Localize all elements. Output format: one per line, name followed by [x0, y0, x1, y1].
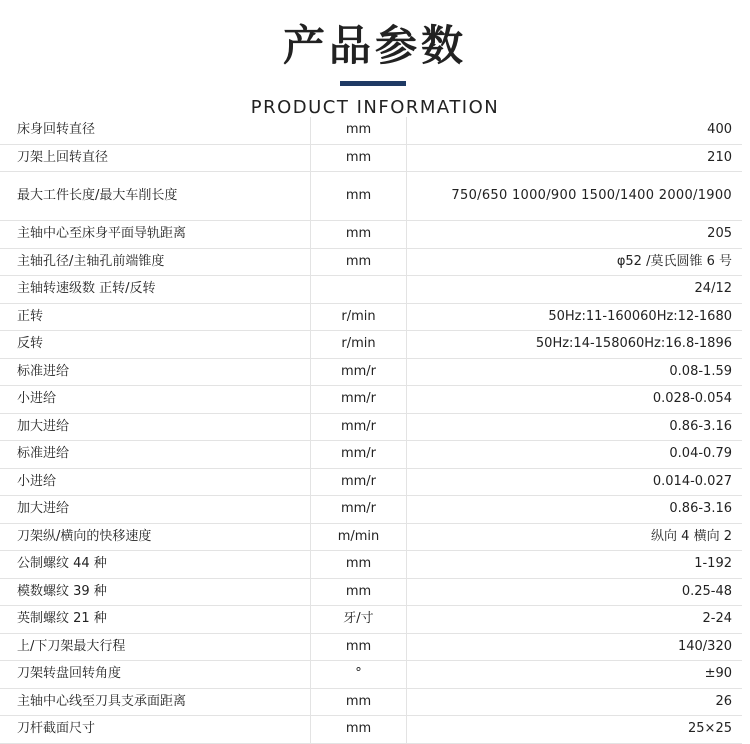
param-name: 最大工件长度/最大车削长度 [0, 172, 311, 221]
table-row [0, 688, 742, 716]
param-unit [311, 276, 407, 304]
param-value: 50Hz:11-160060Hz:12-1680 [407, 303, 743, 331]
param-unit: mm/r [311, 496, 407, 524]
param-name: 正转 [0, 303, 311, 331]
spec-table [0, 117, 742, 744]
param-value: 400 [407, 117, 743, 144]
param-name: 主轴转速级数 正转/反转 [0, 276, 311, 304]
table-row [0, 606, 742, 634]
table-row [0, 221, 742, 249]
table-row [0, 661, 742, 689]
param-value: 24/12 [407, 276, 743, 304]
title-underline [340, 81, 406, 86]
table-row [0, 303, 742, 331]
param-name: 标准进给 [0, 441, 311, 469]
param-unit: mm [311, 117, 407, 144]
param-value: 0.04-0.79 [407, 441, 743, 469]
table-row [0, 331, 742, 359]
param-value: 0.86-3.16 [407, 496, 743, 524]
param-value: 210 [407, 144, 743, 172]
param-unit: mm [311, 551, 407, 579]
param-name: 刀架纵/横向的快移速度 [0, 523, 311, 551]
param-unit: mm [311, 633, 407, 661]
param-unit: r/min [311, 303, 407, 331]
param-name: 主轴孔径/主轴孔前端锥度 [0, 248, 311, 276]
table-row [0, 413, 742, 441]
param-value: 750/650 1000/900 1500/1400 2000/1900 [407, 172, 743, 221]
param-unit: mm [311, 688, 407, 716]
param-unit: m/min [311, 523, 407, 551]
table-row [0, 117, 742, 144]
table-row [0, 441, 742, 469]
table-row [0, 496, 742, 524]
param-name: 加大进给 [0, 413, 311, 441]
param-value: ±90 [407, 661, 743, 689]
param-name: 反转 [0, 331, 311, 359]
param-unit: r/min [311, 331, 407, 359]
param-unit: mm/r [311, 413, 407, 441]
param-name: 主轴中心线至刀具支承面距离 [0, 688, 311, 716]
param-value: 25×25 [407, 716, 743, 744]
param-unit: mm [311, 144, 407, 172]
param-unit: ° [311, 661, 407, 689]
table-row [0, 578, 742, 606]
param-name: 主轴中心至床身平面导轨距离 [0, 221, 311, 249]
param-value: 0.25-48 [407, 578, 743, 606]
table-row [0, 716, 742, 744]
param-unit: mm/r [311, 358, 407, 386]
param-name: 小进给 [0, 386, 311, 414]
param-name: 上/下刀架最大行程 [0, 633, 311, 661]
param-value: 0.028-0.054 [407, 386, 743, 414]
param-name: 刀杆截面尺寸 [0, 716, 311, 744]
page-subtitle: PRODUCT INFORMATION [250, 97, 500, 118]
param-value: φ52 /莫氏圆锥 6 号 [407, 248, 743, 276]
param-unit: mm/r [311, 468, 407, 496]
param-unit: mm [311, 716, 407, 744]
table-row [0, 633, 742, 661]
param-name: 标准进给 [0, 358, 311, 386]
param-unit: mm [311, 248, 407, 276]
table-row [0, 276, 742, 304]
param-name: 公制螺纹 44 种 [0, 551, 311, 579]
param-value: 205 [407, 221, 743, 249]
param-name: 刀架上回转直径 [0, 144, 311, 172]
param-value: 26 [407, 688, 743, 716]
param-value: 0.014-0.027 [407, 468, 743, 496]
param-value: 1-192 [407, 551, 743, 579]
param-unit: mm/r [311, 386, 407, 414]
table-row [0, 523, 742, 551]
param-unit: mm [311, 172, 407, 221]
table-row [0, 358, 742, 386]
param-value: 50Hz:14-158060Hz:16.8-1896 [407, 331, 743, 359]
param-name: 小进给 [0, 468, 311, 496]
table-row [0, 248, 742, 276]
table-row [0, 172, 742, 221]
param-name: 英制螺纹 21 种 [0, 606, 311, 634]
param-unit: 牙/寸 [311, 606, 407, 634]
param-value: 纵向 4 横向 2 [407, 523, 743, 551]
table-row [0, 468, 742, 496]
param-unit: mm [311, 221, 407, 249]
table-row [0, 386, 742, 414]
header [0, 0, 750, 118]
table-row [0, 144, 742, 172]
param-name: 加大进给 [0, 496, 311, 524]
param-unit: mm/r [311, 441, 407, 469]
param-value: 140/320 [407, 633, 743, 661]
param-name: 模数螺纹 39 种 [0, 578, 311, 606]
param-name: 刀架转盘回转角度 [0, 661, 311, 689]
param-value: 2-24 [407, 606, 743, 634]
param-unit: mm [311, 578, 407, 606]
param-name: 床身回转直径 [0, 117, 311, 144]
table-row [0, 551, 742, 579]
param-value: 0.86-3.16 [407, 413, 743, 441]
param-value: 0.08-1.59 [407, 358, 743, 386]
page-title: 产品参数 [282, 21, 467, 70]
